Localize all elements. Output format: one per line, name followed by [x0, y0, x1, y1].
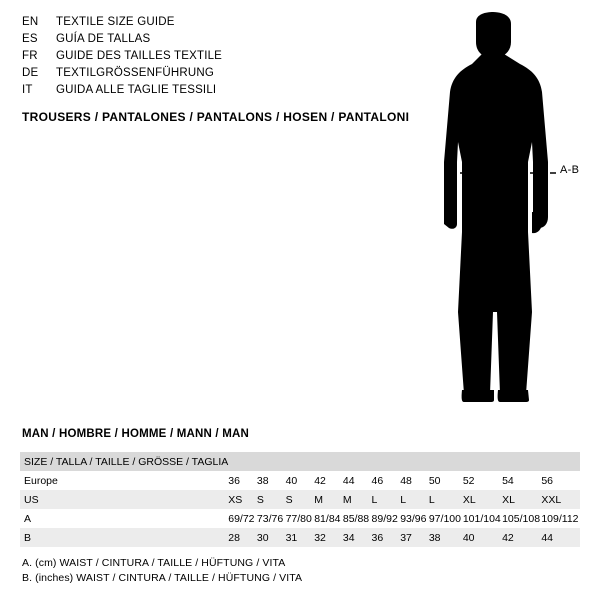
- table-cell: [429, 452, 463, 471]
- table-cell: [372, 452, 401, 471]
- table-cell: 73/76: [256, 512, 284, 525]
- language-code: FR: [22, 50, 38, 62]
- table-cell: 81/84: [314, 512, 341, 525]
- table-cell: 46: [371, 474, 384, 487]
- table-cell: 54: [502, 474, 514, 487]
- figure-illustration: [408, 12, 588, 402]
- table-cell: 48: [400, 474, 412, 487]
- language-code: IT: [22, 84, 33, 96]
- row-label: A: [24, 512, 32, 525]
- table-cell: 28: [228, 528, 257, 547]
- table-cell: [343, 452, 372, 471]
- table-row: [20, 528, 580, 547]
- row-label: US: [20, 490, 228, 509]
- table-cell: 56: [541, 474, 554, 487]
- table-row: [20, 509, 580, 528]
- table-cell: 36: [372, 528, 401, 547]
- table-cell: 109/112: [541, 512, 579, 525]
- table-cell: 38: [256, 474, 269, 487]
- table-cell: XS: [228, 490, 257, 509]
- table-cell: S: [286, 490, 315, 509]
- row-label: SIZE / TALLA / TAILLE / GRÖSSE / TAGLIA: [20, 452, 228, 471]
- table-cell: 44: [541, 528, 580, 547]
- table-title: MAN / HOMBRE / HOMME / MANN / MAN: [22, 428, 250, 440]
- table-cell: 69/72: [228, 512, 255, 525]
- table-cell: 44: [342, 474, 355, 487]
- language-text: GUÍA DE TALLAS: [56, 33, 151, 45]
- table-row: [20, 490, 580, 509]
- table-cell: 105/108: [502, 512, 541, 525]
- table-cell: XL: [502, 490, 541, 509]
- footnote-b: B. (inches) WAIST / CINTURA / TAILLE / HÜFTUNG / VITA: [22, 572, 303, 584]
- table-cell: [228, 452, 257, 471]
- table-cell: 97/100: [428, 512, 461, 525]
- language-text: TEXTILGRÖSSENFÜHRUNG: [56, 67, 214, 79]
- table-cell: [502, 452, 541, 471]
- table-cell: M: [314, 490, 343, 509]
- table-row: [20, 471, 580, 490]
- measure-label-ab: A-B: [560, 164, 580, 176]
- table-cell: S: [257, 490, 286, 509]
- garment-title: TROUSERS / PANTALONES / PANTALONS / HOSEN / PANTALONI: [22, 110, 410, 124]
- language-row: [22, 67, 382, 84]
- table-cell: 40: [285, 474, 298, 487]
- language-row: [22, 16, 382, 33]
- language-code: EN: [22, 16, 39, 28]
- table-cell: XXL: [541, 490, 580, 509]
- table-cell: [541, 452, 580, 471]
- table-cell: M: [343, 490, 372, 509]
- table-cell: 50: [428, 474, 441, 487]
- language-row: [22, 50, 382, 67]
- table-cell: L: [429, 490, 463, 509]
- table-cell: 101/104: [462, 512, 501, 525]
- table-cell: 93/96: [400, 512, 427, 525]
- table-cell: XL: [463, 490, 502, 509]
- table-cell: 32: [314, 528, 343, 547]
- size-table: [20, 452, 580, 547]
- table-cell: L: [372, 490, 401, 509]
- table-cell: 36: [228, 474, 240, 487]
- table-cell: 31: [286, 528, 315, 547]
- table-cell: L: [400, 490, 429, 509]
- table-cell: 42: [314, 474, 326, 487]
- language-text: TEXTILE SIZE GUIDE: [56, 16, 175, 28]
- language-row: [22, 84, 382, 101]
- language-code: DE: [22, 67, 39, 79]
- language-text: GUIDE DES TAILLES TEXTILE: [56, 50, 223, 62]
- footnotes: [22, 556, 302, 586]
- table-cell: [286, 452, 315, 471]
- table-cell: [257, 452, 286, 471]
- table-cell: 85/88: [342, 512, 370, 525]
- language-text: GUIDA ALLE TAGLIE TESSILI: [56, 84, 217, 96]
- table-cell: 38: [429, 528, 463, 547]
- table-cell: 37: [400, 528, 429, 547]
- table-cell: 52: [462, 474, 475, 487]
- footnote-a: A. (cm) WAIST / CINTURA / TAILLE / HÜFTUNG / VITA: [22, 557, 286, 569]
- man-silhouette-icon: [408, 12, 588, 402]
- language-code: ES: [22, 33, 38, 45]
- row-label: B: [20, 528, 228, 547]
- table-cell: 77/80: [285, 512, 312, 525]
- row-label: Europe: [24, 474, 58, 487]
- table-cell: [400, 452, 429, 471]
- table-row: [20, 452, 580, 471]
- table-cell: [314, 452, 343, 471]
- table-cell: 30: [257, 528, 286, 547]
- language-list: [22, 16, 382, 101]
- table-cell: 40: [463, 528, 502, 547]
- table-cell: [463, 452, 502, 471]
- language-row: [22, 33, 382, 50]
- table-cell: 42: [502, 528, 541, 547]
- table-cell: 34: [343, 528, 372, 547]
- table-cell: 89/92: [371, 512, 398, 525]
